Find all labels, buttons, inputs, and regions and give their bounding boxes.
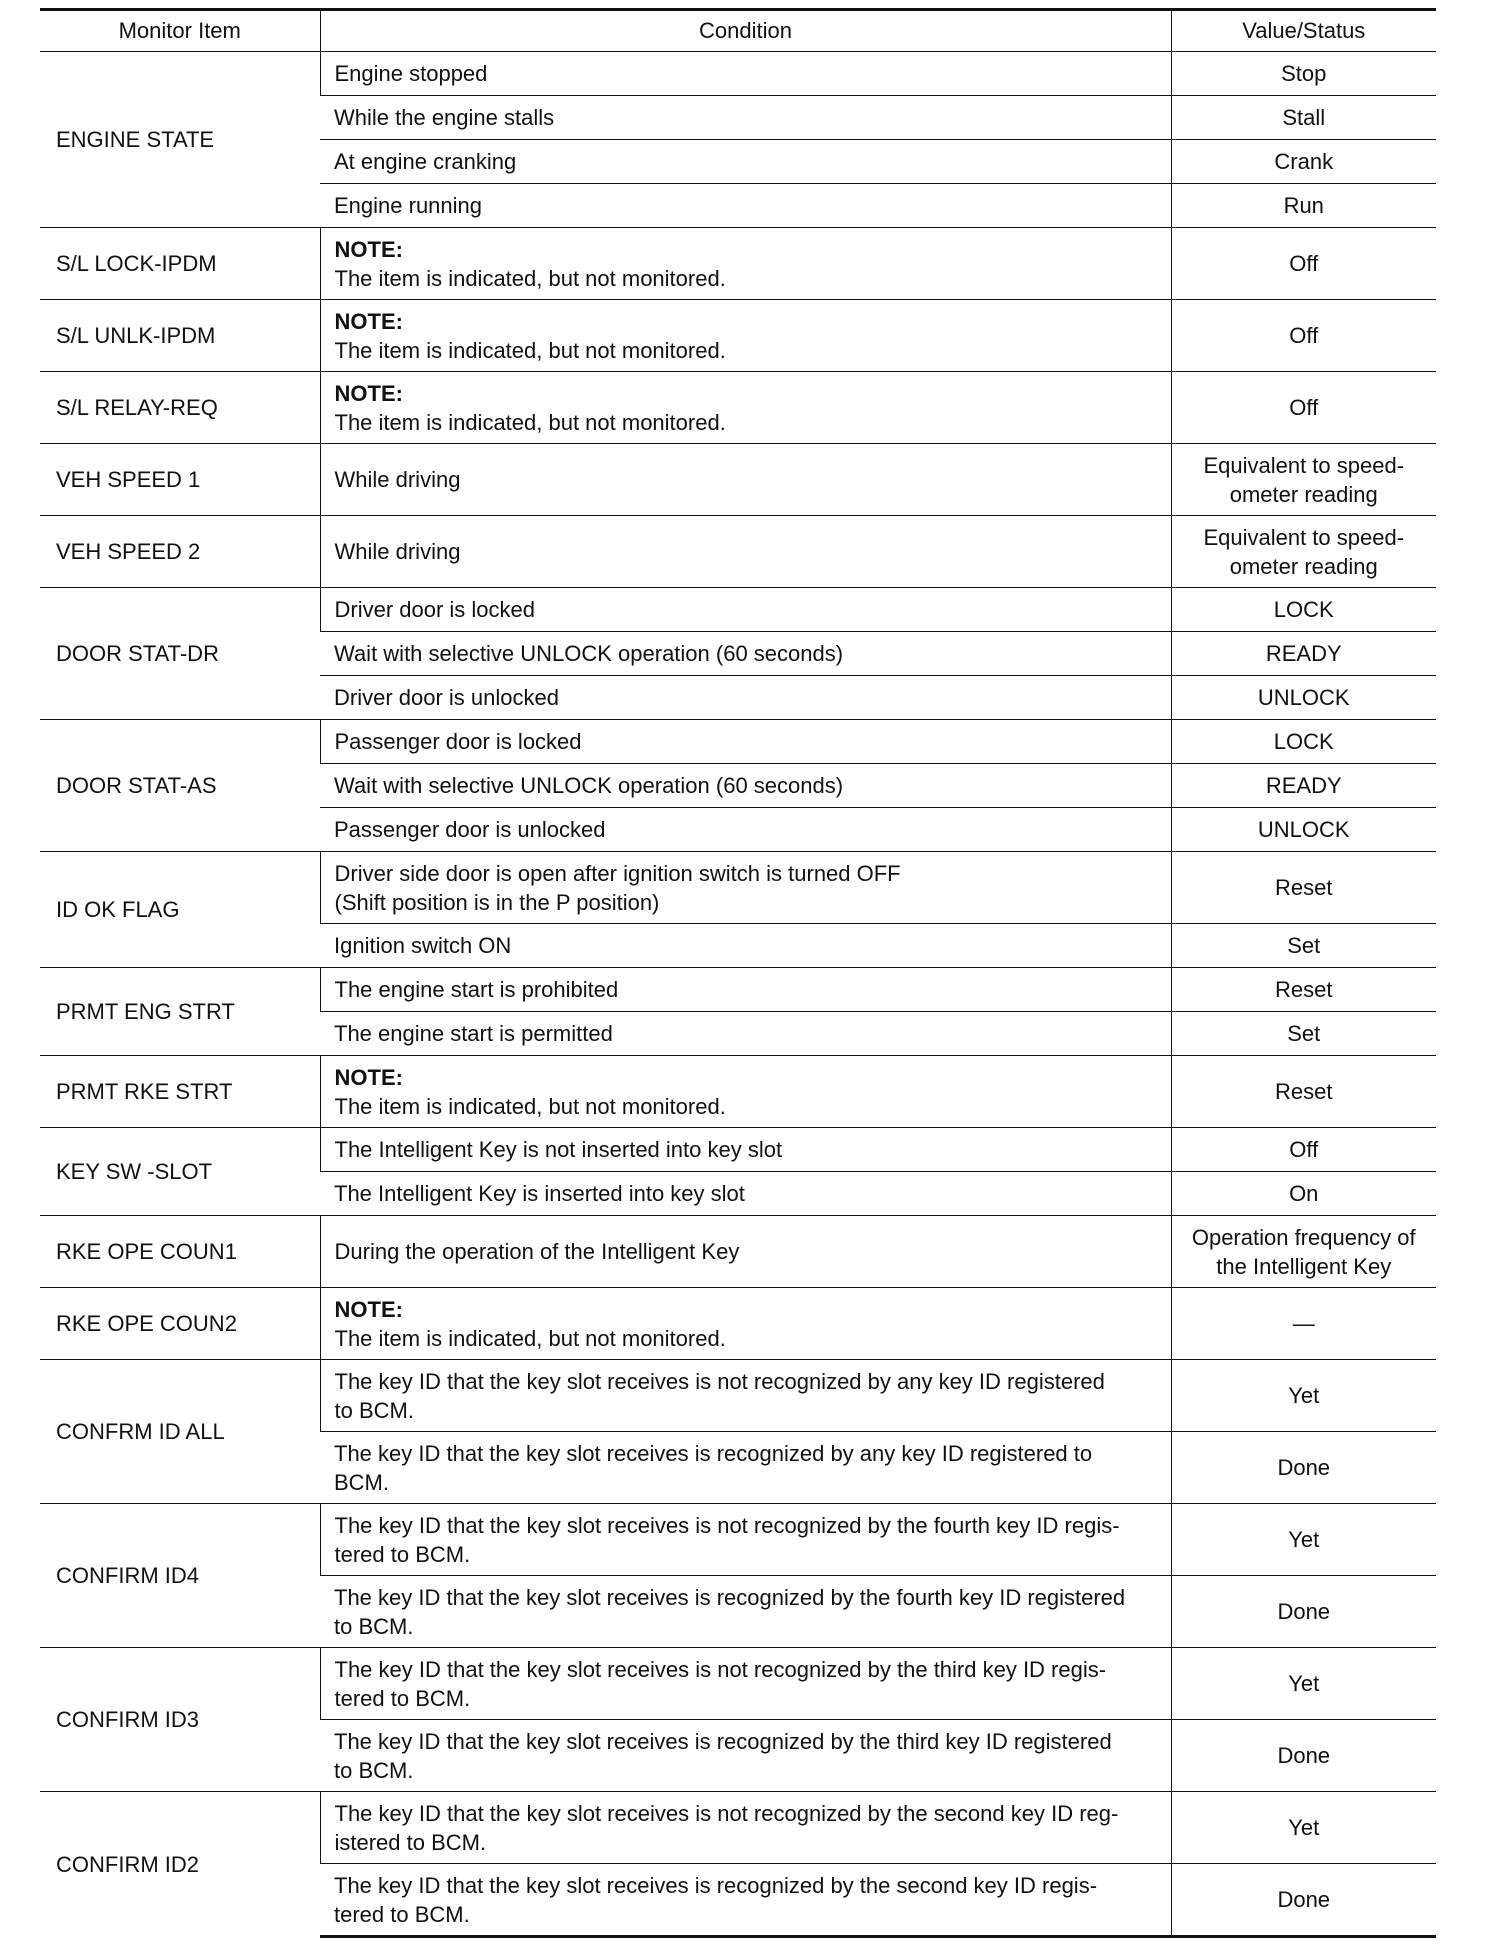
condition-cell (320, 852, 1171, 924)
value-status-cell: READY (1171, 632, 1436, 676)
value-status-cell: Stall (1171, 96, 1436, 140)
condition-line: The key ID that the key slot receives is recognized by the second key ID regis- (334, 1872, 1098, 1898)
condition-line: istered to BCM. (334, 1829, 487, 1855)
condition-cell (320, 300, 1171, 372)
condition-cell: During the operation of the Intelligent Key (320, 1216, 1171, 1288)
monitor-item-table (40, 8, 1436, 1938)
condition-cell (320, 1576, 1171, 1648)
condition-line: (Shift position is in the P position) (334, 889, 660, 915)
value-line: ometer reading (1229, 553, 1378, 579)
value-status-cell: UNLOCK (1171, 676, 1436, 720)
table-row (40, 444, 1436, 516)
condition-cell (320, 372, 1171, 444)
condition-cell (320, 1648, 1171, 1720)
value-status-cell: Crank (1171, 140, 1436, 184)
monitor-item-cell: DOOR STAT-AS (40, 720, 320, 852)
value-line: the Intelligent Key (1216, 1253, 1392, 1279)
monitor-item-sheet (40, 8, 1436, 1938)
condition-cell: Engine running (320, 184, 1171, 228)
condition-cell (320, 1720, 1171, 1792)
table-row (40, 720, 1436, 764)
condition-line: tered to BCM. (334, 1901, 470, 1927)
condition-cell: The Intelligent Key is inserted into key slot (320, 1172, 1171, 1216)
table-row (40, 1128, 1436, 1172)
monitor-item-cell: CONFIRM ID4 (40, 1504, 320, 1648)
note-text: The item is indicated, but not monitored. (334, 265, 726, 291)
value-status-cell: — (1171, 1288, 1436, 1360)
table-row (40, 52, 1436, 96)
condition-cell: At engine cranking (320, 140, 1171, 184)
note-text: The item is indicated, but not monitored. (334, 409, 726, 435)
table-row (40, 228, 1436, 300)
condition-cell (320, 1288, 1171, 1360)
value-status-cell: Off (1171, 372, 1436, 444)
value-status-cell: Done (1171, 1576, 1436, 1648)
condition-cell (320, 1792, 1171, 1864)
condition-cell: While the engine stalls (320, 96, 1171, 140)
table-row (40, 516, 1436, 588)
condition-cell: Engine stopped (320, 52, 1171, 96)
condition-cell (320, 1504, 1171, 1576)
table-row (40, 852, 1436, 924)
condition-line: to BCM. (334, 1757, 414, 1783)
value-status-cell (1171, 444, 1436, 516)
condition-line: The key ID that the key slot receives is recognized by the fourth key ID registered (334, 1584, 1126, 1610)
note-label: NOTE: (334, 1064, 403, 1090)
condition-line: The key ID that the key slot receives is not recognized by the third key ID regis- (334, 1656, 1107, 1682)
condition-line: tered to BCM. (334, 1685, 471, 1711)
value-status-cell (1171, 516, 1436, 588)
condition-line: BCM. (334, 1469, 389, 1495)
condition-cell: While driving (320, 516, 1171, 588)
value-status-cell (1171, 1216, 1436, 1288)
monitor-item-cell: VEH SPEED 1 (40, 444, 320, 516)
monitor-item-cell: CONFIRM ID3 (40, 1648, 320, 1792)
monitor-item-cell: KEY SW -SLOT (40, 1128, 320, 1216)
monitor-item-cell: PRMT RKE STRT (40, 1056, 320, 1128)
monitor-item-cell: S/L UNLK-IPDM (40, 300, 320, 372)
note-label: NOTE: (334, 236, 403, 262)
condition-cell: Wait with selective UNLOCK operation (60 seconds) (320, 764, 1171, 808)
table-row (40, 1056, 1436, 1128)
note-text: The item is indicated, but not monitored. (334, 1093, 726, 1119)
value-status-cell: Reset (1171, 1056, 1436, 1128)
condition-line: Driver side door is open after ignition switch is turned OFF (334, 860, 901, 886)
value-status-cell: Done (1171, 1864, 1436, 1937)
value-line: ometer reading (1229, 481, 1378, 507)
note-label: NOTE: (334, 308, 403, 334)
condition-line: tered to BCM. (334, 1541, 471, 1567)
table-row (40, 300, 1436, 372)
value-status-cell: Done (1171, 1720, 1436, 1792)
monitor-item-cell: S/L RELAY-REQ (40, 372, 320, 444)
value-status-cell: Off (1171, 1128, 1436, 1172)
value-status-cell: UNLOCK (1171, 808, 1436, 852)
condition-cell: Driver door is locked (320, 588, 1171, 632)
table-row (40, 1792, 1436, 1864)
note-label: NOTE: (334, 380, 403, 406)
table-row (40, 372, 1436, 444)
header-value-status: Value/Status (1171, 10, 1436, 52)
value-status-cell: Off (1171, 300, 1436, 372)
value-status-cell: Yet (1171, 1648, 1436, 1720)
monitor-item-cell: RKE OPE COUN2 (40, 1288, 320, 1360)
value-status-cell: Reset (1171, 852, 1436, 924)
monitor-item-cell: CONFRM ID ALL (40, 1360, 320, 1504)
header-monitor-item: Monitor Item (40, 10, 320, 52)
table-row (40, 588, 1436, 632)
table-row (40, 1504, 1436, 1576)
value-status-cell: Stop (1171, 52, 1436, 96)
value-status-cell: On (1171, 1172, 1436, 1216)
condition-cell (320, 228, 1171, 300)
value-status-cell: Off (1171, 228, 1436, 300)
table-row (40, 1216, 1436, 1288)
table-body (40, 52, 1436, 1937)
value-line: Equivalent to speed- (1203, 452, 1405, 478)
condition-cell: The engine start is permitted (320, 1012, 1171, 1056)
monitor-item-cell: RKE OPE COUN1 (40, 1216, 320, 1288)
value-status-cell: Set (1171, 924, 1436, 968)
condition-line: The key ID that the key slot receives is not recognized by the fourth key ID regis- (334, 1512, 1120, 1538)
value-status-cell: LOCK (1171, 588, 1436, 632)
condition-cell: Passenger door is unlocked (320, 808, 1171, 852)
monitor-item-cell: S/L LOCK-IPDM (40, 228, 320, 300)
value-status-cell: Run (1171, 184, 1436, 228)
note-label: NOTE: (334, 1296, 403, 1322)
value-status-cell: LOCK (1171, 720, 1436, 764)
value-status-cell: Yet (1171, 1792, 1436, 1864)
monitor-item-cell: PRMT ENG STRT (40, 968, 320, 1056)
condition-cell: Driver door is unlocked (320, 676, 1171, 720)
value-status-cell: Yet (1171, 1360, 1436, 1432)
monitor-item-cell: ID OK FLAG (40, 852, 320, 968)
condition-cell: The Intelligent Key is not inserted into key slot (320, 1128, 1171, 1172)
condition-cell: While driving (320, 444, 1171, 516)
condition-cell (320, 1056, 1171, 1128)
table-header-row (40, 10, 1436, 52)
note-text: The item is indicated, but not monitored. (334, 1325, 726, 1351)
value-status-cell: Reset (1171, 968, 1436, 1012)
condition-cell (320, 1360, 1171, 1432)
condition-cell: The engine start is prohibited (320, 968, 1171, 1012)
value-line: Operation frequency of (1191, 1224, 1416, 1250)
condition-line: The key ID that the key slot receives is recognized by the third key ID registered (334, 1728, 1112, 1754)
condition-line: to BCM. (334, 1397, 414, 1423)
value-status-cell: Yet (1171, 1504, 1436, 1576)
monitor-item-cell: ENGINE STATE (40, 52, 320, 228)
condition-cell (320, 1864, 1171, 1937)
value-line: Equivalent to speed- (1203, 524, 1405, 550)
table-row (40, 968, 1436, 1012)
note-text: The item is indicated, but not monitored. (334, 337, 726, 363)
condition-line: The key ID that the key slot receives is not recognized by any key ID registered (334, 1368, 1105, 1394)
condition-cell: Ignition switch ON (320, 924, 1171, 968)
condition-cell: Passenger door is locked (320, 720, 1171, 764)
table-row (40, 1288, 1436, 1360)
monitor-item-cell: CONFIRM ID2 (40, 1792, 320, 1937)
condition-cell (320, 1432, 1171, 1504)
value-status-cell: Done (1171, 1432, 1436, 1504)
monitor-item-cell: DOOR STAT-DR (40, 588, 320, 720)
value-status-cell: READY (1171, 764, 1436, 808)
condition-line: to BCM. (334, 1613, 414, 1639)
value-status-cell: Set (1171, 1012, 1436, 1056)
table-row (40, 1360, 1436, 1432)
condition-line: The key ID that the key slot receives is not recognized by the second key ID reg- (334, 1800, 1119, 1826)
condition-line: The key ID that the key slot receives is recognized by any key ID registered to (334, 1440, 1093, 1466)
condition-cell: Wait with selective UNLOCK operation (60 seconds) (320, 632, 1171, 676)
header-condition: Condition (320, 10, 1171, 52)
monitor-item-cell: VEH SPEED 2 (40, 516, 320, 588)
table-row (40, 1648, 1436, 1720)
